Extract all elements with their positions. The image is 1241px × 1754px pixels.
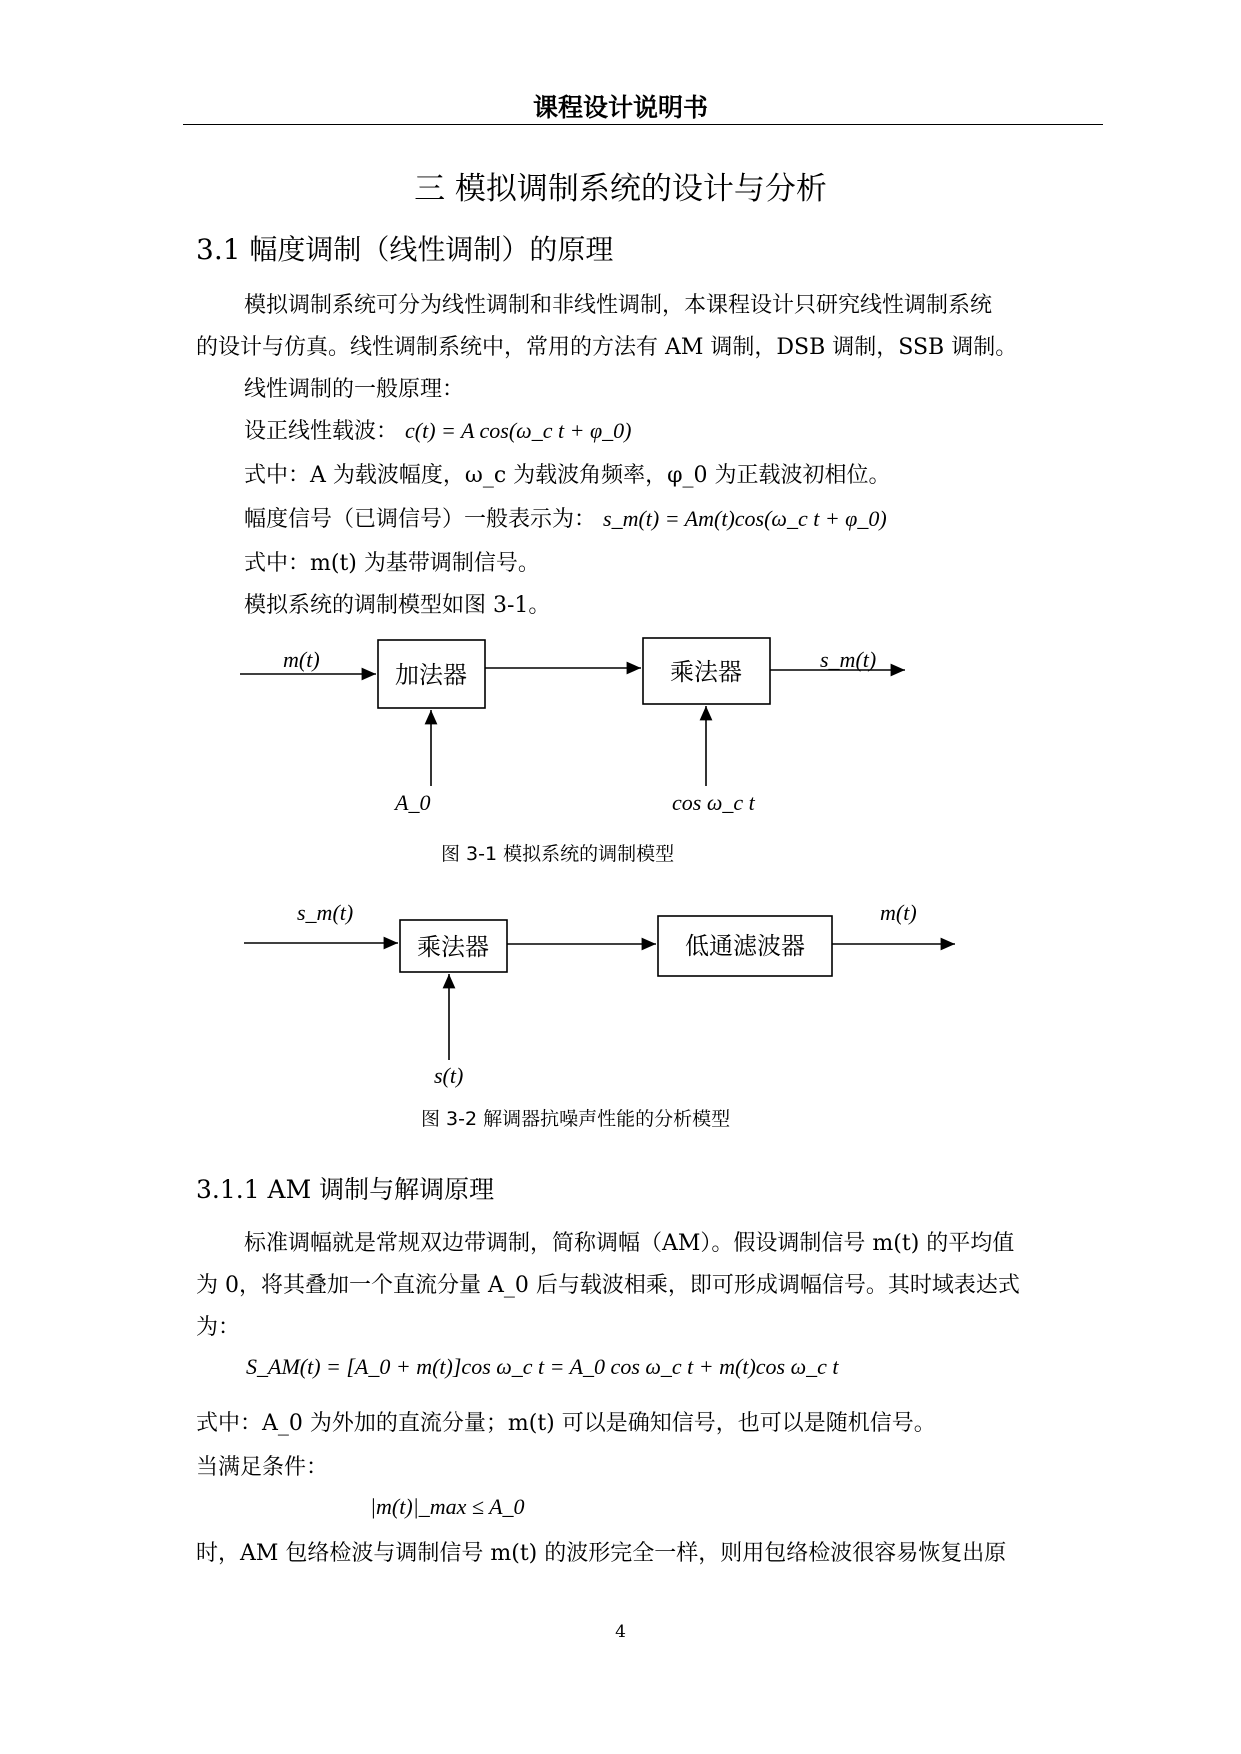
adder-label: 加法器 <box>395 661 467 689</box>
page-number: 4 <box>615 1622 626 1642</box>
paragraph-line: 为 0，将其叠加一个直流分量 A_0 后与载波相乘，即可形成调幅信号。其时域表达式 <box>196 1273 1020 1298</box>
subsection-title: 3.1.1 AM 调制与解调原理 <box>196 1175 495 1204</box>
carrier-formula: c(t) = A cos(ω_c t + φ_0) <box>405 418 632 443</box>
paragraph-line: 的设计与仿真。线性调制系统中，常用的方法有 AM 调制，DSB 调制，SSB 调制。 <box>196 335 1018 360</box>
paragraph-line: 当满足条件： <box>196 1455 329 1480</box>
formula-label: 幅度信号（已调信号）一般表示为： <box>244 507 597 532</box>
paragraph-line: 标准调幅就是常规双边带调制，简称调幅（AM）。假设调制信号 m(t) 的平均值 <box>244 1231 1015 1256</box>
paragraph-line: 线性调制的一般原理： <box>244 377 465 402</box>
paragraph-line: 模拟系统的调制模型如图 3-1。 <box>244 593 551 618</box>
output-label: m(t) <box>880 900 917 925</box>
paragraph-line: 为： <box>196 1315 241 1340</box>
figure-caption: 图 3-1 模拟系统的调制模型 <box>441 843 675 865</box>
page-header-title: 课程设计说明书 <box>532 93 708 122</box>
figure-1-modulation-model <box>240 638 905 815</box>
am-formula: S_AM(t) = [A_0 + m(t)]cos ω_c t = A_0 cos ω_c t + m(t)cos ω_c t <box>246 1354 839 1379</box>
figure-2-demodulation-model <box>244 900 955 1088</box>
carrier-label: s(t) <box>434 1063 464 1088</box>
modulated-signal-formula: s_m(t) = Am(t)cos(ω_c t + φ_0) <box>603 506 887 531</box>
dc-label: A_0 <box>395 790 431 815</box>
chapter-title: 三 模拟调制系统的设计与分析 <box>414 171 827 207</box>
formula-label: 设正线性载波： <box>244 419 399 444</box>
condition-formula: |m(t)|_max ≤ A_0 <box>370 1494 525 1519</box>
carrier-label: cos ω_c t <box>672 790 755 815</box>
output-label: s_m(t) <box>820 647 877 672</box>
input-label: s_m(t) <box>297 900 354 925</box>
paragraph-line: 式中：m(t) 为基带调制信号。 <box>244 551 540 576</box>
lowpass-filter-label: 低通滤波器 <box>685 932 805 960</box>
paragraph-line: 式中：A 为载波幅度，ω_c 为载波角频率，φ_0 为正载波初相位。 <box>244 463 891 488</box>
multiplier-label: 乘法器 <box>670 658 742 686</box>
figure-caption: 图 3-2 解调器抗噪声性能的分析模型 <box>421 1108 731 1130</box>
paragraph-line: 式中：A_0 为外加的直流分量；m(t) 可以是确知信号，也可以是随机信号。 <box>196 1411 936 1436</box>
input-label: m(t) <box>283 647 320 672</box>
multiplier-label: 乘法器 <box>417 933 489 961</box>
section-title: 3.1 幅度调制（线性调制）的原理 <box>196 233 614 266</box>
paragraph-line: 时，AM 包络检波与调制信号 m(t) 的波形完全一样，则用包络检波很容易恢复出原 <box>196 1541 1007 1566</box>
paragraph-line: 模拟调制系统可分为线性调制和非线性调制，本课程设计只研究线性调制系统 <box>244 293 993 318</box>
